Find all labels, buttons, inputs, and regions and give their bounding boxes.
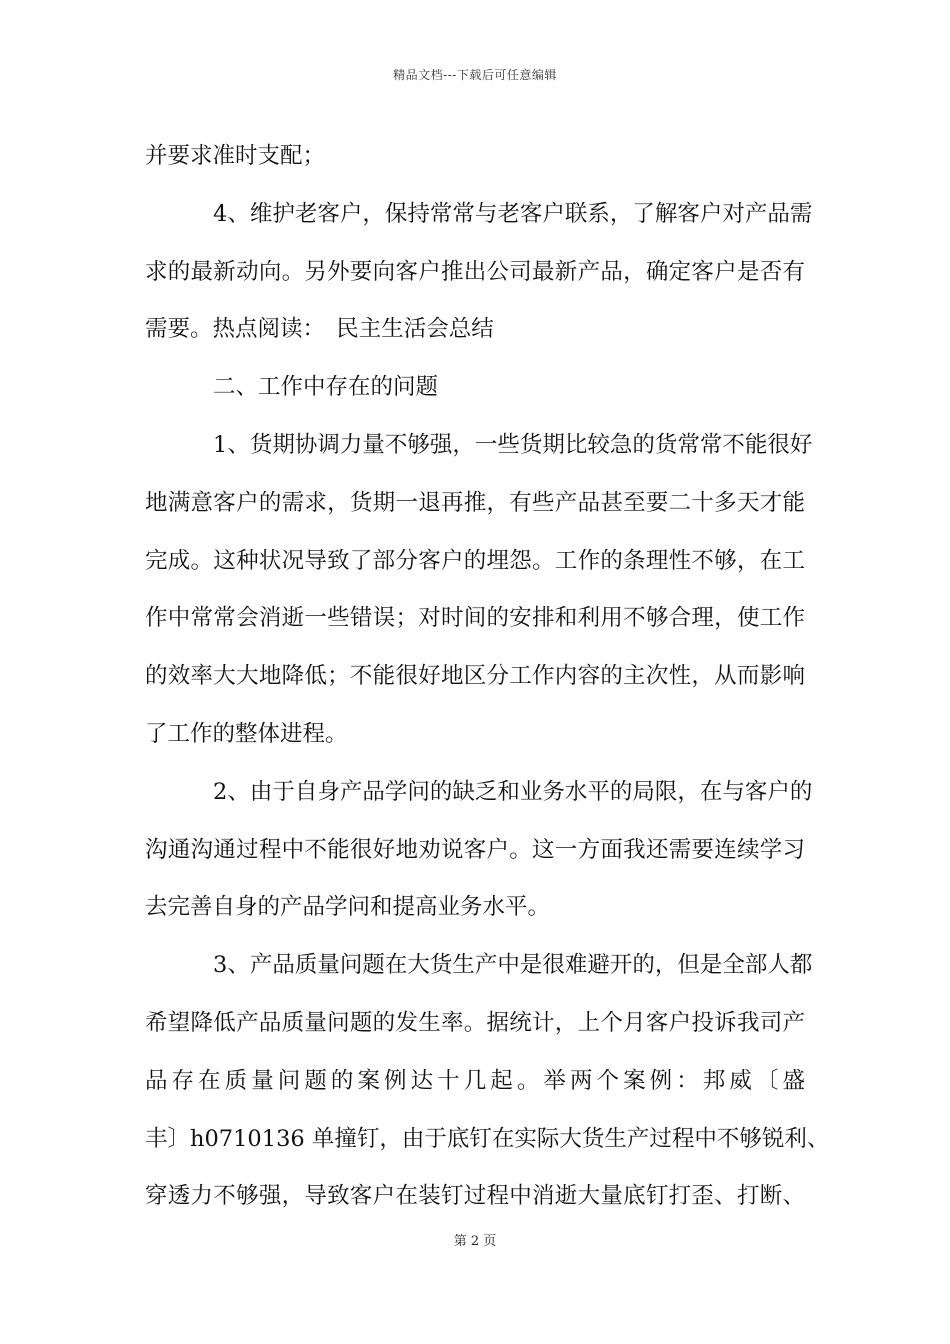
page-header: 精品文档---下载后可任意编辑	[393, 68, 557, 82]
text-line: 二、工作中存在的问题	[213, 374, 439, 401]
page-number: 第 2 页	[453, 1234, 497, 1249]
text-line: 沟通沟通过程中不能很好地劝说客户。这一方面我还需要连续学习	[145, 836, 805, 863]
document-body	[145, 128, 830, 1226]
text-line: 3、产品质量问题在大货生产中是很难避开的，但是全部人都	[213, 952, 813, 979]
text-line: 丰〕h0710136 单撞钉，由于底钉在实际大货生产过程中不够锐利、	[145, 1125, 830, 1152]
text-line: 求的最新动向。另外要向客户推出公司最新产品，确定客户是否有	[145, 258, 805, 285]
text-line: 并要求准时支配；	[145, 143, 326, 169]
text-line: 去完善自身的产品学问和提高业务水平。	[145, 894, 551, 921]
text-line: 品存在质量问题的案例达十几起。举两个案例：邦威〔盛	[145, 1067, 805, 1094]
text-line: 1、货期协调力量不够强，一些货期比较急的货常常不能很好	[213, 431, 813, 458]
text-line: 希望降低产品质量问题的发生率。据统计，上个月客户投诉我司产	[145, 1009, 805, 1036]
text-line: 4、维护老客户，保持常常与老客户联系，了解客户对产品需	[213, 200, 813, 227]
text-line: 的效率大大地降低；不能很好地区分工作内容的主次性，从而影响	[145, 663, 805, 690]
text-line: 地满意客户的需求，货期一退再推，有些产品甚至要二十多天才能	[145, 489, 805, 516]
text-line: 2、由于自身产品学问的缺乏和业务水平的局限，在与客户的	[213, 778, 813, 805]
text-line: 需要。热点阅读： 民主生活会总结	[145, 316, 494, 343]
text-line: 了工作的整体进程。	[145, 720, 348, 747]
text-line: 穿透力不够强，导致客户在装钉过程中消逝大量底钉打歪、打断、	[145, 1183, 805, 1210]
text-line: 完成。这种状况导致了部分客户的埋怨。工作的条理性不够，在工	[145, 547, 805, 574]
text-line: 作中常常会消逝一些错误；对时间的安排和利用不够合理，使工作	[145, 605, 805, 632]
